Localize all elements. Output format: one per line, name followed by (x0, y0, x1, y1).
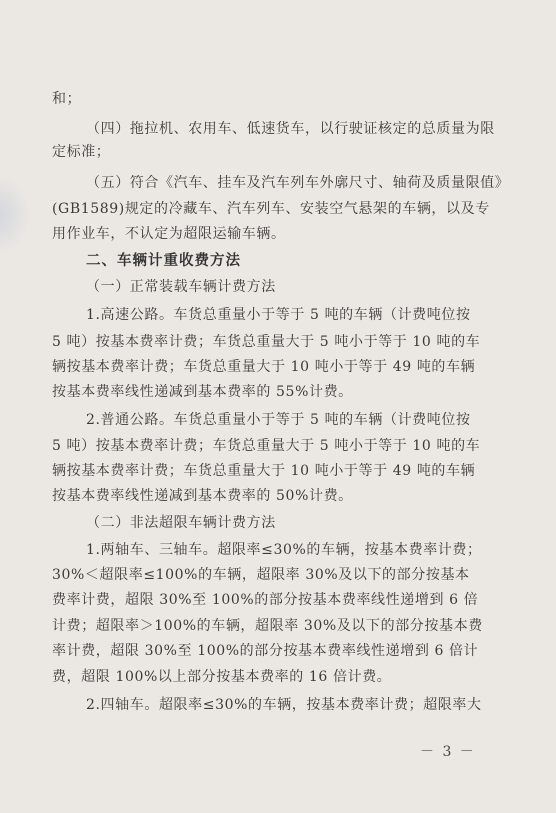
subsection-heading: （二）非法超限车辆计费方法 (86, 515, 276, 531)
text-line: (GB1589)规定的冷藏车、汽车列车、安装空气悬架的车辆，以及专 (52, 201, 490, 217)
page-number: － 3 － (420, 744, 476, 760)
text-line: 和； (52, 91, 82, 107)
text-line: 费，超限 100%以上部分按基本费率的 16 倍计费。 (52, 669, 392, 685)
text-line: 5 吨）按基本费率计费；车货总重量大于 5 吨小于等于 10 吨的车 (52, 334, 481, 350)
text-line: 30%＜超限率≤100%的车辆，超限率 30%及以下的部分按基本 (52, 567, 470, 583)
text-line: 率计费，超限 30%至 100%的部分按基本费率线性递增到 6 倍计 (52, 643, 479, 659)
text-line: （四）拖拉机、农用车、低速货车，以行驶证核定的总质量为限 (86, 121, 495, 137)
text-line: 1.高速公路。车货总重量小于等于 5 吨的车辆（计费吨位按 (86, 307, 471, 323)
binding-mark (0, 175, 30, 255)
text-line: 5 吨）按基本费率计费；车货总重量大于 5 吨小于等于 10 吨的车 (52, 438, 481, 454)
text-line: 辆按基本费率计费；车货总重量大于 10 吨小于等于 49 吨的车辆 (52, 359, 476, 375)
section-heading: 二、车辆计重收费方法 (86, 253, 241, 269)
text-line: 用作业车，不认定为超限运输车辆。 (52, 226, 286, 242)
text-line: 1.两轴车、三轴车。超限率≤30%的车辆，按基本费率计费； (86, 542, 482, 558)
text-line: 计费；超限率＞100%的车辆，超限率 30%及以下的部分按基本费 (52, 618, 483, 634)
subsection-heading: （一）正常装载车辆计费方法 (86, 279, 276, 295)
text-line: 辆按基本费率计费；车货总重量大于 10 吨小于等于 49 吨的车辆 (52, 463, 476, 479)
text-line: 按基本费率线性递减到基本费率的 50%计费。 (52, 488, 353, 504)
text-line: 按基本费率线性递减到基本费率的 55%计费。 (52, 384, 353, 400)
text-line: （五）符合《汽车、挂车及汽车列车外廓尺寸、轴荷及质量限值》 (86, 175, 510, 191)
text-line: 2.普通公路。车货总重量小于等于 5 吨的车辆（计费吨位按 (86, 412, 471, 428)
text-line: 费率计费，超限 30%至 100%的部分按基本费率线性递增到 6 倍 (52, 592, 479, 608)
text-line: 2.四轴车。超限率≤30%的车辆，按基本费率计费；超限率大 (86, 697, 482, 713)
text-line: 定标准； (52, 144, 111, 160)
